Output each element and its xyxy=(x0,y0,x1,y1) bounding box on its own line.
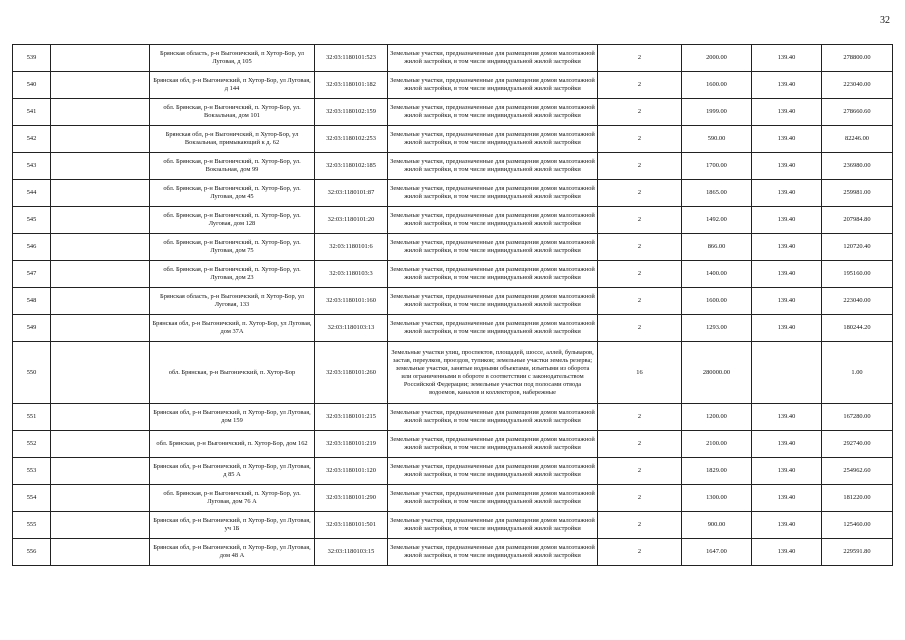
area-cell: 1400.00 xyxy=(682,261,752,288)
row-number-cell: 556 xyxy=(13,539,51,566)
cadastral-number-cell: 32:03:1180101:219 xyxy=(315,431,388,458)
rate-cell: 139.40 xyxy=(752,207,822,234)
blank-cell xyxy=(51,539,150,566)
row-number-cell: 554 xyxy=(13,485,51,512)
blank-cell xyxy=(51,315,150,342)
cadastral-number-cell: 32:03:1180101:6 xyxy=(315,234,388,261)
land-use-cell: Земельные участки, предназначенные для размещения домов малоэтажной жилой застройки, в том числе индивидуальной жилой застройки xyxy=(388,207,598,234)
cadastral-number-cell: 32:03:1180101:182 xyxy=(315,72,388,99)
blank-cell xyxy=(51,72,150,99)
row-number-cell: 542 xyxy=(13,126,51,153)
land-use-cell: Земельные участки улиц, проспектов, площадей, шоссе, аллей, бульваров, застав, переулков, проездов, тупиков; земельные участки земель резерва; земельные участки, занятые водными объектами, изъятыми из оборота или ограниченными в обороте в соответствии с законодательством Российской Федерации; земельные участки под полосами отвода водоемов, каналов и коллекторов, набережные xyxy=(388,342,598,404)
use-code-cell: 2 xyxy=(598,153,682,180)
table-row xyxy=(13,431,893,458)
row-number-cell: 553 xyxy=(13,458,51,485)
table-row xyxy=(13,180,893,207)
row-number-cell: 550 xyxy=(13,342,51,404)
area-cell: 1829.00 xyxy=(682,458,752,485)
cadastral-number-cell: 32:03:1180103:13 xyxy=(315,315,388,342)
rate-cell: 139.40 xyxy=(752,180,822,207)
area-cell: 2100.00 xyxy=(682,431,752,458)
cadastral-value-cell: 120720.40 xyxy=(822,234,893,261)
land-use-cell: Земельные участки, предназначенные для размещения домов малоэтажной жилой застройки, в том числе индивидуальной жилой застройки xyxy=(388,153,598,180)
land-use-cell: Земельные участки, предназначенные для размещения домов малоэтажной жилой застройки, в том числе индивидуальной жилой застройки xyxy=(388,72,598,99)
blank-cell xyxy=(51,234,150,261)
cadastral-value-cell: 223040.00 xyxy=(822,288,893,315)
address-cell: Брянская обл, р-н Выгоничский, п Хутор-Бор, ул Луговая, дом 48 А xyxy=(150,539,315,566)
table-row xyxy=(13,342,893,404)
rate-cell: 139.40 xyxy=(752,458,822,485)
blank-cell xyxy=(51,153,150,180)
table-row xyxy=(13,404,893,431)
cadastral-number-cell: 32:03:1180101:87 xyxy=(315,180,388,207)
address-cell: обл. Брянская, р-н Выгоничский, п. Хутор-Бор, ул. Луговая, дом 76 А xyxy=(150,485,315,512)
rate-cell: 139.40 xyxy=(752,126,822,153)
row-number-cell: 546 xyxy=(13,234,51,261)
cadastral-number-cell: 32:03:1180101:523 xyxy=(315,45,388,72)
rate-cell: 139.40 xyxy=(752,431,822,458)
cadastral-number-cell: 32:03:1180102:253 xyxy=(315,126,388,153)
table-body xyxy=(13,45,893,566)
land-use-cell: Земельные участки, предназначенные для размещения домов малоэтажной жилой застройки, в том числе индивидуальной жилой застройки xyxy=(388,288,598,315)
table-row xyxy=(13,207,893,234)
rate-cell: 139.40 xyxy=(752,72,822,99)
area-cell: 280000.00 xyxy=(682,342,752,404)
address-cell: обл. Брянская, р-н Выгоничский, п. Хутор-Бор, ул. Вокзальная, дом 99 xyxy=(150,153,315,180)
cadastral-value-cell: 223040.00 xyxy=(822,72,893,99)
blank-cell xyxy=(51,288,150,315)
land-use-cell: Земельные участки, предназначенные для размещения домов малоэтажной жилой застройки, в том числе индивидуальной жилой застройки xyxy=(388,45,598,72)
row-number-cell: 549 xyxy=(13,315,51,342)
address-cell: обл. Брянская, р-н Выгоничский, п. Хутор-Бор, ул. Луговая, дом 75 xyxy=(150,234,315,261)
table-row xyxy=(13,45,893,72)
blank-cell xyxy=(51,45,150,72)
cadastral-value-cell: 259981.00 xyxy=(822,180,893,207)
use-code-cell: 2 xyxy=(598,431,682,458)
address-cell: обл. Брянская, р-н Выгоничский, п. Хутор-Бор, ул. Луговая, дом 45 xyxy=(150,180,315,207)
use-code-cell: 2 xyxy=(598,539,682,566)
cadastral-value-cell: 254962.60 xyxy=(822,458,893,485)
rate-cell xyxy=(752,342,822,404)
address-cell: Брянская обл, р-н Выгоничский, п Хутор-Бор, ул Луговая, д 144 xyxy=(150,72,315,99)
parcel-registry-table xyxy=(12,44,893,566)
table-row xyxy=(13,512,893,539)
land-use-cell: Земельные участки, предназначенные для размещения домов малоэтажной жилой застройки, в том числе индивидуальной жилой застройки xyxy=(388,315,598,342)
row-number-cell: 547 xyxy=(13,261,51,288)
address-cell: обл. Брянская, р-н Выгоничский, п. Хутор-Бор, дом 162 xyxy=(150,431,315,458)
cadastral-value-cell: 236980.00 xyxy=(822,153,893,180)
area-cell: 1200.00 xyxy=(682,404,752,431)
address-cell: Брянская обл, р-н Выгоничский, п Хутор-Бор, ул Луговая, уч 1Б xyxy=(150,512,315,539)
cadastral-value-cell: 292740.00 xyxy=(822,431,893,458)
cadastral-number-cell: 32:03:1180101:215 xyxy=(315,404,388,431)
area-cell: 1300.00 xyxy=(682,485,752,512)
use-code-cell: 2 xyxy=(598,288,682,315)
table-row xyxy=(13,234,893,261)
row-number-cell: 543 xyxy=(13,153,51,180)
table-row xyxy=(13,485,893,512)
use-code-cell: 2 xyxy=(598,72,682,99)
address-cell: Брянская обл, р-н Выгоничский, п Хутор-Бор, ул Луговая, д 85 А xyxy=(150,458,315,485)
rate-cell: 139.40 xyxy=(752,45,822,72)
row-number-cell: 548 xyxy=(13,288,51,315)
area-cell: 1647.00 xyxy=(682,539,752,566)
land-use-cell: Земельные участки, предназначенные для размещения домов малоэтажной жилой застройки, в том числе индивидуальной жилой застройки xyxy=(388,539,598,566)
address-cell: Брянская область, р-н Выгоничский, п Хутор-Бор, ул Луговая, д 105 xyxy=(150,45,315,72)
address-cell: обл. Брянская, р-н Выгоничский, п. Хутор-Бор, ул. Луговая, дом 23 xyxy=(150,261,315,288)
land-use-cell: Земельные участки, предназначенные для размещения домов малоэтажной жилой застройки, в том числе индивидуальной жилой застройки xyxy=(388,126,598,153)
use-code-cell: 2 xyxy=(598,234,682,261)
land-use-cell: Земельные участки, предназначенные для размещения домов малоэтажной жилой застройки, в том числе индивидуальной жилой застройки xyxy=(388,261,598,288)
blank-cell xyxy=(51,261,150,288)
blank-cell xyxy=(51,404,150,431)
rate-cell: 139.40 xyxy=(752,404,822,431)
address-cell: обл. Брянская, р-н Выгоничский, п. Хутор-Бор xyxy=(150,342,315,404)
table-row xyxy=(13,99,893,126)
rate-cell: 139.40 xyxy=(752,539,822,566)
blank-cell xyxy=(51,431,150,458)
area-cell: 1999.00 xyxy=(682,99,752,126)
land-use-cell: Земельные участки, предназначенные для размещения домов малоэтажной жилой застройки, в том числе индивидуальной жилой застройки xyxy=(388,431,598,458)
row-number-cell: 544 xyxy=(13,180,51,207)
area-cell: 1865.00 xyxy=(682,180,752,207)
use-code-cell: 2 xyxy=(598,261,682,288)
area-cell: 1492.00 xyxy=(682,207,752,234)
area-cell: 590.00 xyxy=(682,126,752,153)
cadastral-value-cell: 125460.00 xyxy=(822,512,893,539)
land-use-cell: Земельные участки, предназначенные для размещения домов малоэтажной жилой застройки, в том числе индивидуальной жилой застройки xyxy=(388,234,598,261)
cadastral-value-cell: 207984.80 xyxy=(822,207,893,234)
table-row xyxy=(13,72,893,99)
use-code-cell: 16 xyxy=(598,342,682,404)
row-number-cell: 541 xyxy=(13,99,51,126)
use-code-cell: 2 xyxy=(598,180,682,207)
cadastral-value-cell: 195160.00 xyxy=(822,261,893,288)
row-number-cell: 539 xyxy=(13,45,51,72)
row-number-cell: 555 xyxy=(13,512,51,539)
use-code-cell: 2 xyxy=(598,512,682,539)
blank-cell xyxy=(51,485,150,512)
table-row xyxy=(13,539,893,566)
use-code-cell: 2 xyxy=(598,315,682,342)
use-code-cell: 2 xyxy=(598,126,682,153)
cadastral-number-cell: 32:03:1180101:290 xyxy=(315,485,388,512)
row-number-cell: 552 xyxy=(13,431,51,458)
use-code-cell: 2 xyxy=(598,404,682,431)
cadastral-number-cell: 32:03:1180101:160 xyxy=(315,288,388,315)
table-row xyxy=(13,126,893,153)
address-cell: Брянская обл, р-н Выгоничский, п. Хутор-Бор, ул Луговая, дом 37А xyxy=(150,315,315,342)
address-cell: обл. Брянская, р-н Выгоничский, п. Хутор-Бор, ул. Луговая, дом 128 xyxy=(150,207,315,234)
table-row xyxy=(13,261,893,288)
row-number-cell: 540 xyxy=(13,72,51,99)
table-row xyxy=(13,315,893,342)
address-cell: обл. Брянская, р-н Выгоничский, п. Хутор-Бор, ул. Вокзальная, дом 101 xyxy=(150,99,315,126)
use-code-cell: 2 xyxy=(598,45,682,72)
rate-cell: 139.40 xyxy=(752,288,822,315)
cadastral-value-cell: 167280.00 xyxy=(822,404,893,431)
area-cell: 1293.00 xyxy=(682,315,752,342)
blank-cell xyxy=(51,458,150,485)
cadastral-number-cell: 32:03:1180101:20 xyxy=(315,207,388,234)
rate-cell: 139.40 xyxy=(752,234,822,261)
rate-cell: 139.40 xyxy=(752,261,822,288)
cadastral-value-cell: 180244.20 xyxy=(822,315,893,342)
cadastral-number-cell: 32:03:1180102:185 xyxy=(315,153,388,180)
rate-cell: 139.40 xyxy=(752,485,822,512)
row-number-cell: 551 xyxy=(13,404,51,431)
row-number-cell: 545 xyxy=(13,207,51,234)
use-code-cell: 2 xyxy=(598,99,682,126)
land-use-cell: Земельные участки, предназначенные для размещения домов малоэтажной жилой застройки, в том числе индивидуальной жилой застройки xyxy=(388,99,598,126)
area-cell: 866.00 xyxy=(682,234,752,261)
land-use-cell: Земельные участки, предназначенные для размещения домов малоэтажной жилой застройки, в том числе индивидуальной жилой застройки xyxy=(388,404,598,431)
land-use-cell: Земельные участки, предназначенные для размещения домов малоэтажной жилой застройки, в том числе индивидуальной жилой застройки xyxy=(388,458,598,485)
cadastral-value-cell: 181220.00 xyxy=(822,485,893,512)
land-use-cell: Земельные участки, предназначенные для размещения домов малоэтажной жилой застройки, в том числе индивидуальной жилой застройки xyxy=(388,512,598,539)
use-code-cell: 2 xyxy=(598,485,682,512)
cadastral-value-cell: 278800.00 xyxy=(822,45,893,72)
area-cell: 1600.00 xyxy=(682,72,752,99)
land-use-cell: Земельные участки, предназначенные для размещения домов малоэтажной жилой застройки, в том числе индивидуальной жилой застройки xyxy=(388,180,598,207)
blank-cell xyxy=(51,207,150,234)
use-code-cell: 2 xyxy=(598,458,682,485)
cadastral-number-cell: 32:03:1180101:501 xyxy=(315,512,388,539)
area-cell: 1700.00 xyxy=(682,153,752,180)
rate-cell: 139.40 xyxy=(752,512,822,539)
table-row xyxy=(13,458,893,485)
address-cell: Брянская обл, р-н Выгоничский, п Хутор-Бор, ул Луговая, дом 159 xyxy=(150,404,315,431)
use-code-cell: 2 xyxy=(598,207,682,234)
blank-cell xyxy=(51,342,150,404)
cadastral-value-cell: 82246.00 xyxy=(822,126,893,153)
blank-cell xyxy=(51,126,150,153)
blank-cell xyxy=(51,99,150,126)
blank-cell xyxy=(51,180,150,207)
cadastral-number-cell: 32:03:1180103:15 xyxy=(315,539,388,566)
land-use-cell: Земельные участки, предназначенные для размещения домов малоэтажной жилой застройки, в том числе индивидуальной жилой застройки xyxy=(388,485,598,512)
area-cell: 900.00 xyxy=(682,512,752,539)
cadastral-value-cell: 1.00 xyxy=(822,342,893,404)
cadastral-number-cell: 32:03:1180102:159 xyxy=(315,99,388,126)
area-cell: 2000.00 xyxy=(682,45,752,72)
table-row xyxy=(13,153,893,180)
table-row xyxy=(13,288,893,315)
cadastral-number-cell: 32:03:1180101:120 xyxy=(315,458,388,485)
cadastral-number-cell: 32:03:1180103:3 xyxy=(315,261,388,288)
blank-cell xyxy=(51,512,150,539)
address-cell: Брянская обл, р-н Выгоничский, п Хутор-Бор, ул Вокзальная, примыкающий к д. 62 xyxy=(150,126,315,153)
area-cell: 1600.00 xyxy=(682,288,752,315)
cadastral-value-cell: 229591.80 xyxy=(822,539,893,566)
rate-cell: 139.40 xyxy=(752,99,822,126)
rate-cell: 139.40 xyxy=(752,153,822,180)
cadastral-number-cell: 32:03:1180101:260 xyxy=(315,342,388,404)
address-cell: Брянская область, р-н Выгоничский, п Хутор-Бор, ул Луговая, 133 xyxy=(150,288,315,315)
page-number: 32 xyxy=(880,15,890,26)
cadastral-value-cell: 278660.60 xyxy=(822,99,893,126)
rate-cell: 139.40 xyxy=(752,315,822,342)
